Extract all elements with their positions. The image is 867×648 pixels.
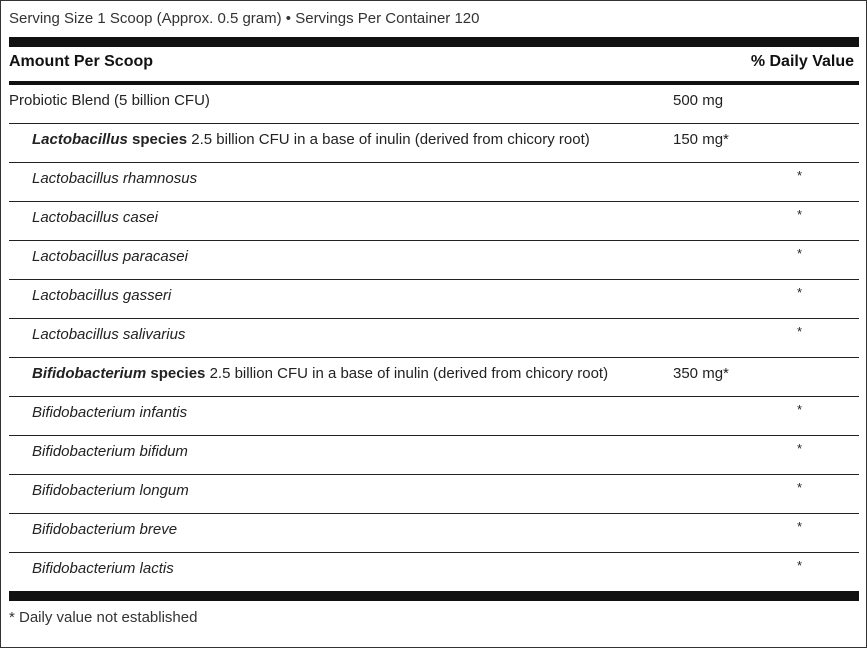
daily-value: * [797,207,803,222]
daily-value: * [797,168,803,183]
ingredient-amount: 350 mg* [673,365,729,382]
daily-value-header: % Daily Value [750,53,854,70]
footnote: * Daily value not established [9,609,198,626]
ingredient-name: Probiotic Blend (5 billion CFU) [9,92,210,109]
daily-value: * [797,519,803,534]
ingredient-name: Lactobacillus salivarius [32,326,186,343]
daily-value: * [797,285,803,300]
ingredient-row [9,202,859,241]
ingredient-name: Lactobacillus gasseri [32,287,172,304]
species-word: species [127,131,188,148]
ingredient-row [9,553,859,591]
species-word: species [146,365,206,382]
ingredient-name: Lactobacillus casei [32,209,158,226]
ingredient-name: Lactobacillus rhamnosus [32,170,198,187]
ingredient-row-probiotic-blend [9,85,859,124]
serving-info: Serving Size 1 Scoop (Approx. 0.5 gram) • Servings Per Container 120 [9,10,480,27]
ingredient-row-lactobacillus-species [9,124,859,163]
ingredient-row [9,241,859,280]
daily-value: * [797,324,803,339]
daily-value: * [797,558,803,573]
ingredient-name: Bifidobacterium lactis [32,560,174,577]
ingredient-name [32,131,590,148]
ingredient-description: 2.5 billion CFU in a base of inulin (derived from chicory root) [187,131,590,148]
ingredient-row [9,475,859,514]
ingredient-row [9,436,859,475]
daily-value: * [797,480,803,495]
ingredient-name: Bifidobacterium infantis [32,404,188,421]
daily-value: * [797,402,803,417]
table-header [9,47,859,85]
ingredient-name: Bifidobacterium longum [32,482,189,499]
top-divider-bar [9,37,859,47]
ingredient-name: Bifidobacterium breve [32,521,178,538]
daily-value: * [797,441,803,456]
bottom-divider-bar [9,591,859,601]
daily-value: * [797,246,803,261]
ingredient-row [9,163,859,202]
amount-per-scoop-header: Amount Per Scoop [9,53,154,70]
ingredient-amount: 150 mg* [673,131,729,148]
genus-name: Bifidobacterium [32,365,147,382]
ingredient-description: 2.5 billion CFU in a base of inulin (derived from chicory root) [205,365,609,382]
genus-name: Lactobacillus [32,131,128,148]
ingredient-name: Lactobacillus paracasei [32,248,188,265]
ingredient-row [9,397,859,436]
ingredient-amount: 500 mg [673,92,724,109]
ingredient-row [9,514,859,553]
ingredient-name [32,365,608,382]
ingredient-row [9,319,859,358]
ingredient-rows [9,85,859,591]
ingredient-name: Bifidobacterium bifidum [32,443,188,460]
ingredient-row-bifidobacterium-species [9,358,859,397]
ingredient-row [9,280,859,319]
